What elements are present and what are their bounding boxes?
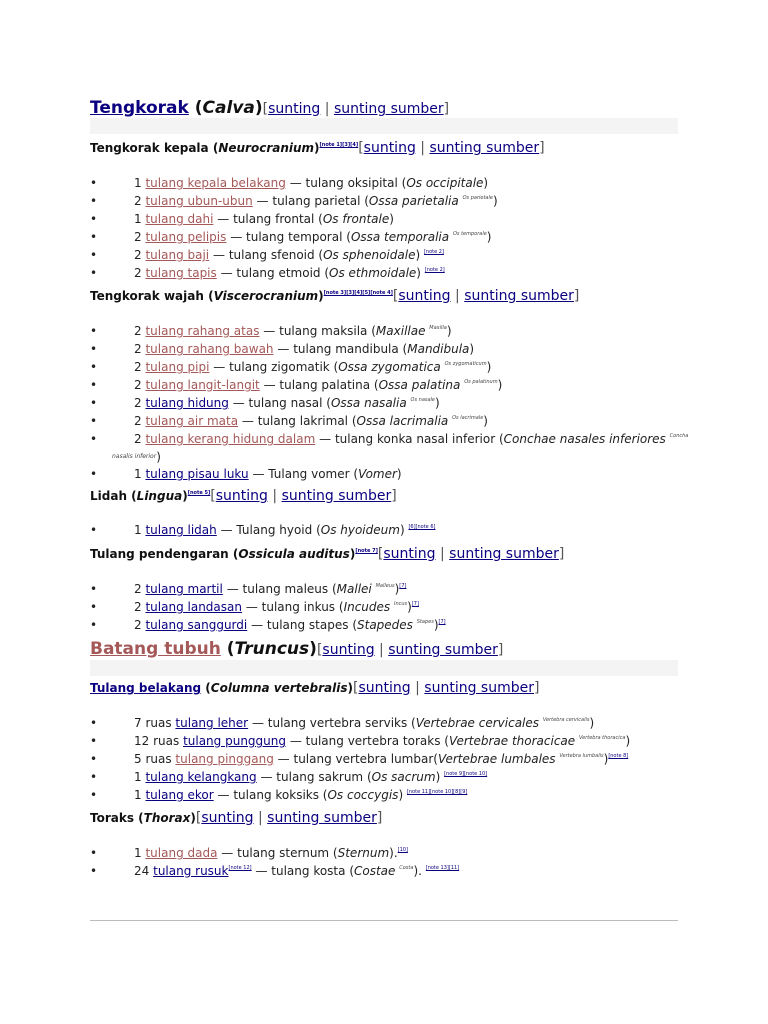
bullet: • <box>90 734 98 748</box>
dash: — <box>289 734 302 748</box>
bone-name: tulang zigomatik <box>229 360 330 374</box>
count: 2 <box>134 414 142 428</box>
bullet: • <box>90 230 98 244</box>
dash: — <box>241 414 254 428</box>
bullet: • <box>90 600 98 614</box>
latin-name: Ossa nasalia <box>330 396 407 410</box>
dash: — <box>232 396 245 410</box>
latin-name: Maxillae <box>375 324 426 338</box>
subsection-latin: Thorax <box>143 811 191 825</box>
bone-name: tulang frontal <box>233 212 315 226</box>
bone-name: tulang oksipital <box>305 176 398 190</box>
ref-link[interactable]: [note 7] <box>355 548 378 554</box>
bone-name: tulang etmoid <box>236 266 321 280</box>
ref-link[interactable]: [note 2] <box>424 267 445 273</box>
dash: — <box>230 230 243 244</box>
latin-name: Sternum <box>337 846 390 860</box>
wrapped-text: nasalis inferior) <box>112 450 161 464</box>
dash: — <box>277 752 290 766</box>
count: 2 <box>134 378 142 392</box>
dash: — <box>220 266 233 280</box>
count: 1 <box>134 467 142 481</box>
singular-latin: Malleus <box>375 583 395 589</box>
edit-link[interactable]: sunting <box>383 546 436 562</box>
bone-name: tulang lakrimal <box>257 414 349 428</box>
bullet: • <box>90 414 98 428</box>
bullet: • <box>90 846 98 860</box>
singular-latin: Os parietale <box>462 195 493 201</box>
subsection-title-link[interactable]: Tulang belakang <box>90 681 202 695</box>
ref-link[interactable]: [6][note 6] <box>408 524 436 530</box>
ref-link[interactable]: [7] <box>411 601 419 607</box>
bone-name: tulang sakrum <box>276 770 364 784</box>
latin-name: Vertebrae lumbales <box>437 752 556 766</box>
bullet: • <box>90 324 98 338</box>
subsection-heading-spine: Tulang belakang (Columna vertebralis)[sunting | sunting sumber] <box>90 680 540 696</box>
subsection-latin: Lingua <box>136 489 183 503</box>
bone-name: tulang kosta <box>271 864 346 878</box>
latin-name: Vomer <box>358 467 397 481</box>
edit-source-link[interactable]: sunting sumber <box>267 810 377 826</box>
dash: — <box>251 716 264 730</box>
edit-link[interactable]: sunting <box>363 140 416 156</box>
subsection-title: Lidah <box>90 489 127 503</box>
latin-name: Mandibula <box>407 342 470 356</box>
latin-name: Os sacrum <box>371 770 436 784</box>
count: 1 <box>134 770 142 784</box>
bullet: • <box>90 752 98 766</box>
bone-link[interactable]: tulang punggung <box>183 734 286 748</box>
bullet: • <box>90 342 98 356</box>
bullet: • <box>90 194 98 208</box>
bone-link[interactable]: tulang rahang bawah <box>145 342 274 356</box>
edit-link[interactable]: sunting <box>201 810 254 826</box>
ref-link[interactable]: [7] <box>399 583 407 589</box>
subsection-title: Toraks <box>90 811 134 825</box>
subsection-latin: Viscerocranium <box>213 289 319 303</box>
bullet: • <box>90 523 98 537</box>
dash: — <box>221 846 234 860</box>
latin-name: Ossa temporalia <box>350 230 450 244</box>
bullet: • <box>90 212 98 226</box>
latin-name: Os ethmoidale <box>329 266 417 280</box>
dash: — <box>217 212 230 226</box>
bullet: • <box>90 248 98 262</box>
subsection-heading-thorax: Toraks (Thorax)[sunting | sunting sumber] <box>90 810 383 826</box>
edit-link[interactable]: sunting <box>322 642 375 658</box>
dash: — <box>251 618 264 632</box>
singular-latin: Os nasale <box>410 397 436 403</box>
ref-link[interactable]: [7] <box>438 619 446 625</box>
singular-latin: Vertebra thoracica <box>579 735 626 741</box>
ref-link[interactable]: [note 8] <box>608 753 629 759</box>
divider <box>90 920 678 921</box>
ref-link[interactable]: [note 5] <box>187 490 211 496</box>
bone-link[interactable]: tulang kepala belakang <box>145 176 286 190</box>
bone-name: tulang inkus <box>261 600 336 614</box>
bone-name: tulang sternum <box>237 846 330 860</box>
count: 2 <box>134 342 142 356</box>
bone-name: tulang temporal <box>246 230 343 244</box>
bone-link[interactable]: tulang ubun-ubun <box>145 194 253 208</box>
singular-latin: Stapes <box>416 619 434 625</box>
dash: — <box>263 378 276 392</box>
count: 1 <box>134 788 142 802</box>
bone-link[interactable]: tulang ekor <box>145 788 214 802</box>
count: 2 <box>134 432 142 446</box>
ref-link[interactable]: [note 12] <box>228 865 252 871</box>
bone-name: Tulang hyoid <box>236 523 313 537</box>
bone-link[interactable]: tulang air mata <box>145 414 239 428</box>
singular-latin: Costa <box>399 865 414 871</box>
ref-link[interactable]: [note 11][note 10][8][9] <box>406 789 468 795</box>
bone-link[interactable]: tulang pinggang <box>175 752 274 766</box>
dash: — <box>217 788 230 802</box>
bone-link[interactable]: tulang langit-langit <box>145 378 260 392</box>
count: 2 <box>134 194 142 208</box>
bullet: • <box>90 360 98 374</box>
subsection-latin: Neurocranium <box>218 141 315 155</box>
singular-latin: Maxilla <box>429 325 447 331</box>
bone-link[interactable]: tulang leher <box>175 716 249 730</box>
dash: — <box>319 432 332 446</box>
dash: — <box>220 523 233 537</box>
latin-name: Os coccygis <box>327 788 399 802</box>
latin-name: Os frontale <box>322 212 390 226</box>
bone-link[interactable]: tulang baji <box>145 248 210 262</box>
bone-link[interactable]: tulang rusuk <box>153 864 229 878</box>
latin-name: Os hyoideum <box>320 523 400 537</box>
bone-link[interactable]: tulang lidah <box>145 523 217 537</box>
bone-link[interactable]: tulang martil <box>145 582 223 596</box>
edit-source-link[interactable]: sunting sumber <box>281 488 392 504</box>
bullet: • <box>90 618 98 632</box>
latin-name: Mallei <box>336 582 372 596</box>
bone-name: tulang konka nasal inferior <box>334 432 496 446</box>
bone-link[interactable]: tulang rahang atas <box>145 324 260 338</box>
singular-latin: Os palatinum <box>464 379 498 385</box>
dash: — <box>252 467 265 481</box>
bullet: • <box>90 467 98 481</box>
ref-link[interactable]: [note 9][note 10] <box>444 771 488 777</box>
subsection-latin: Columna vertebralis <box>210 681 348 695</box>
bone-name: tulang maleus <box>242 582 329 596</box>
edit-source-link[interactable]: sunting sumber <box>333 101 444 117</box>
heading-band <box>90 118 678 134</box>
edit-source-link[interactable]: sunting sumber <box>429 140 540 156</box>
bullet: • <box>90 864 98 878</box>
heading-link-trunk[interactable]: Batang tubuh <box>90 639 221 659</box>
subsection-latin: Ossicula auditus <box>238 547 350 561</box>
edit-source-link[interactable]: sunting sumber <box>424 680 534 696</box>
bullet: • <box>90 266 98 280</box>
bone-name: tulang sfenoid <box>228 248 315 262</box>
bone-name: tulang stapes <box>266 618 349 632</box>
bone-link[interactable]: tulang pipi <box>145 360 210 374</box>
edit-source-link[interactable]: sunting sumber <box>449 546 559 562</box>
dash: — <box>263 324 276 338</box>
count: 2 <box>134 582 142 596</box>
edit-link[interactable]: sunting <box>215 488 268 504</box>
bone-link[interactable]: tulang sanggurdi <box>145 618 248 632</box>
bone-name: tulang vertebra serviks <box>267 716 408 730</box>
bone-name: tulang nasal <box>248 396 323 410</box>
latin-name: Vertebrae cervicales <box>415 716 540 730</box>
latin-name: Ossa palatina <box>378 378 461 392</box>
count: 2 <box>134 324 142 338</box>
latin-name: Ossa lacrimalia <box>356 414 449 428</box>
count: 5 ruas <box>134 752 172 766</box>
subsection-title: Tengkorak kepala <box>90 141 209 155</box>
bone-link[interactable]: tulang tapis <box>145 266 217 280</box>
dash: — <box>289 176 302 190</box>
subsection-title: Tulang pendengaran <box>90 547 229 561</box>
singular-latin: Vertebra cervicalis <box>542 717 590 723</box>
count: 1 <box>134 176 142 190</box>
bone-name: Tulang vomer <box>268 467 350 481</box>
section-heading-skull: Tengkorak (Calva)[sunting | sunting sumber] <box>90 98 450 118</box>
subsection-heading-tongue: Lidah (Lingua)[note 5][sunting | sunting sumber] <box>90 488 397 504</box>
subsection-heading-visc: Tengkorak wajah (Viscerocranium)[note 3][3][4][5][note 4][sunting | sunting sumber] <box>90 288 580 304</box>
singular-latin: Incus <box>394 601 408 607</box>
latin-name: Os sphenoidale <box>323 248 416 262</box>
ref-link[interactable]: [note 13][11] <box>425 865 460 871</box>
dash: — <box>255 864 268 878</box>
subsection-heading-neuro: Tengkorak kepala (Neurocranium)[note 1][3][4][sunting | sunting sumber] <box>90 140 545 156</box>
edit-source-link[interactable]: sunting sumber <box>464 288 574 304</box>
count: 24 <box>134 864 150 878</box>
latin-name: Ossa zygomatica <box>338 360 441 374</box>
count: 1 <box>134 523 142 537</box>
edit-source-link[interactable]: sunting sumber <box>388 642 498 658</box>
ref-link[interactable]: [note 2] <box>423 249 444 255</box>
bullet: • <box>90 770 98 784</box>
edit-link[interactable]: sunting <box>268 101 321 117</box>
bone-name: tulang parietal <box>272 194 361 208</box>
count: 12 ruas <box>134 734 180 748</box>
count: 2 <box>134 600 142 614</box>
bone-link[interactable]: tulang hidung <box>145 396 229 410</box>
bone-link[interactable]: tulang dahi <box>145 212 214 226</box>
dash: — <box>226 582 239 596</box>
dash: — <box>212 248 225 262</box>
heading-latin: Truncus <box>234 639 310 659</box>
dash: — <box>277 342 290 356</box>
edit-link[interactable]: sunting <box>398 288 451 304</box>
bone-link[interactable]: tulang kelangkang <box>145 770 257 784</box>
bullet: • <box>90 176 98 190</box>
count: 2 <box>134 266 142 280</box>
heading-link-skull[interactable]: Tengkorak <box>90 98 189 118</box>
bullet: • <box>90 788 98 802</box>
bullet: • <box>90 716 98 730</box>
count: 2 <box>134 230 142 244</box>
edit-link[interactable]: sunting <box>358 680 411 696</box>
singular-latin: Os zygomaticum <box>444 361 487 367</box>
singular-latin: Os lacrimale <box>452 415 484 421</box>
section-heading-trunk: Batang tubuh (Truncus)[sunting | sunting sumber] <box>90 639 504 659</box>
ref-link[interactable]: [note 3][3][4][5][note 4] <box>323 290 393 296</box>
subsection-heading-ear: Tulang pendengaran (Ossicula auditus)[note 7][sunting | sunting sumber] <box>90 546 565 562</box>
count: 2 <box>134 360 142 374</box>
count: 1 <box>134 212 142 226</box>
bullet: • <box>90 432 98 446</box>
ref-link[interactable]: [note 1][3][4] <box>319 142 359 148</box>
bone-name: tulang vertebra toraks <box>305 734 441 748</box>
bone-name: tulang koksiks <box>233 788 319 802</box>
singular-latin: Os temporale <box>452 231 487 237</box>
singular-latin: Vertebra lumbalis <box>559 753 604 759</box>
dash: — <box>245 600 258 614</box>
latin-name: Vertebrae thoracicae <box>448 734 576 748</box>
subsection-title: Tengkorak wajah <box>90 289 204 303</box>
bullet: • <box>90 396 98 410</box>
bullet: • <box>90 582 98 596</box>
latin-name: Conchae nasales inferiores <box>503 432 666 446</box>
ref-link[interactable]: [10] <box>397 847 408 853</box>
count: 7 ruas <box>134 716 172 730</box>
bone-link[interactable]: tulang landasan <box>145 600 242 614</box>
bone-name: tulang maksila <box>279 324 368 338</box>
latin-name: Os occipitale <box>406 176 484 190</box>
latin-name: Ossa parietalia <box>368 194 459 208</box>
latin-name: Costae <box>354 864 396 878</box>
heading-band <box>90 660 678 676</box>
bone-link[interactable]: tulang dada <box>145 846 218 860</box>
dash: — <box>213 360 226 374</box>
heading-latin: Calva <box>202 98 255 118</box>
singular-latin: Concha <box>669 433 689 439</box>
dash: — <box>260 770 273 784</box>
count: 2 <box>134 396 142 410</box>
latin-name: Stapedes <box>357 618 413 632</box>
bone-link[interactable]: tulang kerang hidung dalam <box>145 432 316 446</box>
bullet: • <box>90 378 98 392</box>
latin-name: Incudes <box>343 600 391 614</box>
count: 2 <box>134 618 142 632</box>
dash: — <box>256 194 269 208</box>
count: 1 <box>134 846 142 860</box>
bone-link[interactable]: tulang pelipis <box>145 230 227 244</box>
bone-name: tulang palatina <box>279 378 371 392</box>
bone-link[interactable]: tulang pisau luku <box>145 467 249 481</box>
count: 2 <box>134 248 142 262</box>
bone-name: tulang mandibula <box>293 342 399 356</box>
bone-name: tulang vertebra lumbar <box>293 752 434 766</box>
